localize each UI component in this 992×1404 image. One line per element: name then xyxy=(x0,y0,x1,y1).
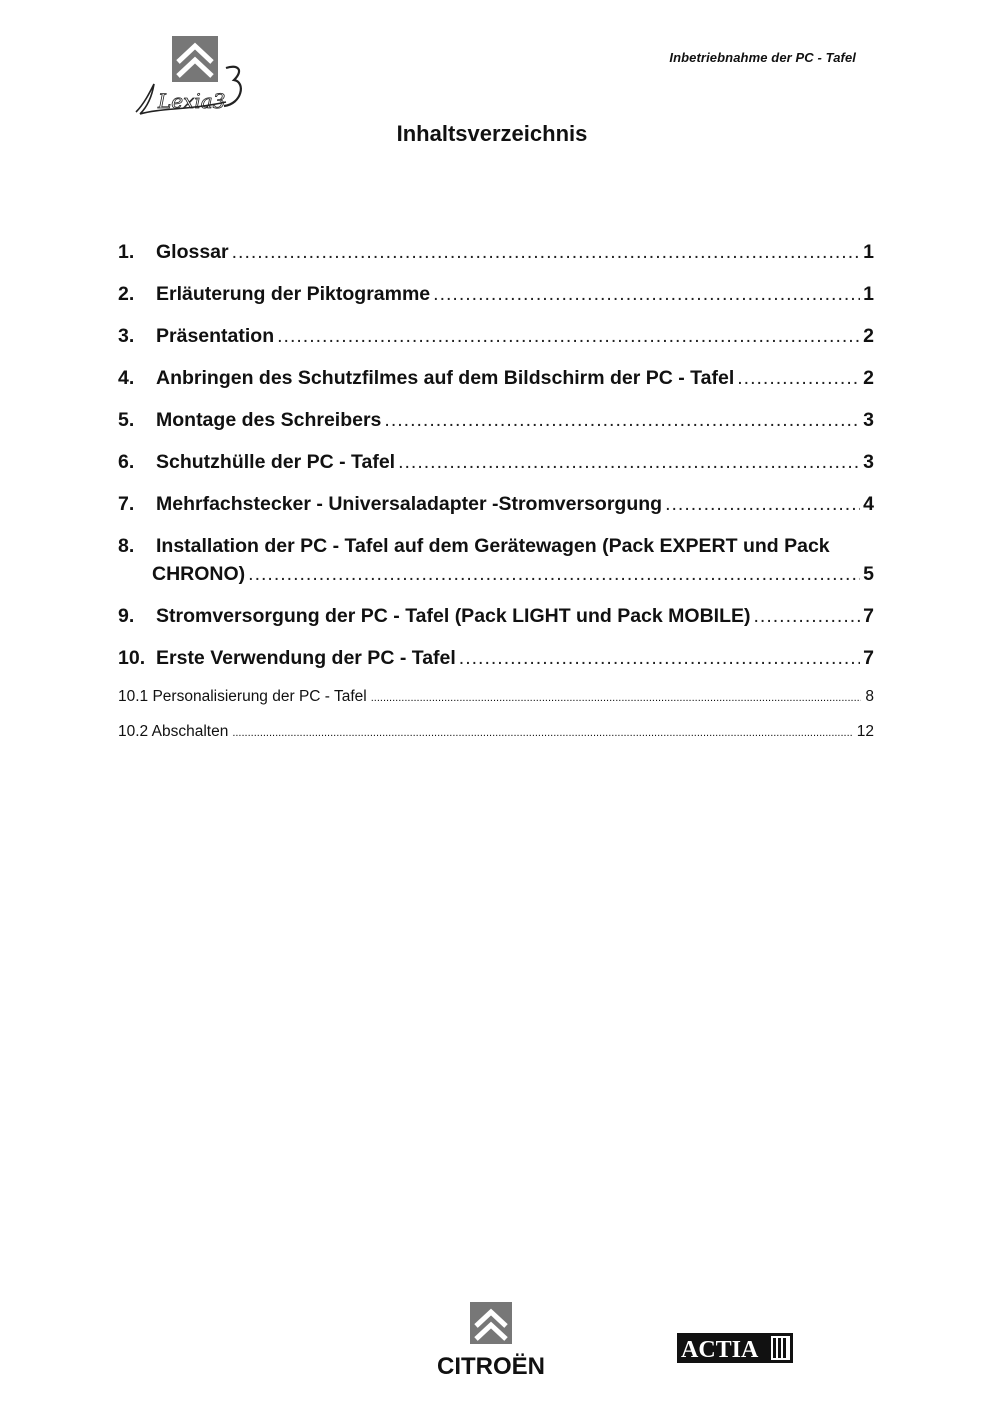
toc-label-line2: CHRONO) xyxy=(152,563,246,585)
toc-page-number: 3 xyxy=(863,451,874,473)
toc-subentry-10-2[interactable] xyxy=(118,721,874,744)
actia-logo xyxy=(677,1333,793,1363)
toc-label-line1: Installation der PC - Tafel auf dem Gerätewagen (Pack EXPERT und Pack xyxy=(156,535,830,557)
toc-page-number: 12 xyxy=(856,723,874,740)
toc-entry-4[interactable] xyxy=(118,364,874,392)
toc-page-number: 2 xyxy=(863,367,874,389)
toc-number: 9. xyxy=(118,605,135,627)
dot-leader xyxy=(753,602,860,630)
toc-entry-9[interactable] xyxy=(118,602,874,630)
lexia3-logo xyxy=(130,34,248,118)
dot-leader xyxy=(459,644,860,672)
toc-page-number: 7 xyxy=(863,647,874,669)
toc-number: 4. xyxy=(118,367,135,389)
dot-leader xyxy=(433,280,860,308)
toc-number: 6. xyxy=(118,451,135,473)
toc-number: 10. xyxy=(118,647,146,669)
svg-text:ACTIA: ACTIA xyxy=(681,1337,759,1363)
toc-page-number: 1 xyxy=(863,283,874,305)
toc-entry-8[interactable] xyxy=(118,532,874,588)
toc-entry-1[interactable] xyxy=(118,238,874,266)
toc-page-number: 1 xyxy=(863,241,874,263)
dot-leader xyxy=(277,322,860,350)
svg-text:Lexia3: Lexia3 xyxy=(158,89,226,113)
dot-leader xyxy=(248,560,860,588)
toc-entry-5[interactable] xyxy=(118,406,874,434)
toc-page-number: 2 xyxy=(863,325,874,347)
toc-sub-label: 10.1 Personalisierung der PC - Tafel xyxy=(118,688,367,705)
toc-sub-label: 10.2 Abschalten xyxy=(118,723,229,740)
toc-entry-3[interactable] xyxy=(118,322,874,350)
toc-label: Präsentation xyxy=(156,325,275,347)
toc-entry-10[interactable] xyxy=(118,644,874,672)
toc-subentry-10-1[interactable] xyxy=(118,686,874,709)
toc-label: Montage des Schreibers xyxy=(156,409,382,431)
toc-page-number: 8 xyxy=(865,688,874,705)
toc-entry-2[interactable] xyxy=(118,280,874,308)
svg-text:CITROËN: CITROËN xyxy=(437,1353,545,1380)
toc-entry-6[interactable] xyxy=(118,448,874,476)
toc-label: Erste Verwendung der PC - Tafel xyxy=(156,647,456,669)
toc-number: 8. xyxy=(118,535,135,557)
toc-number: 3. xyxy=(118,325,135,347)
toc-page-number: 7 xyxy=(863,605,874,627)
toc-number: 7. xyxy=(118,493,135,515)
dot-leader xyxy=(232,722,852,744)
toc-number: 2. xyxy=(118,283,135,305)
dot-leader xyxy=(232,238,861,266)
dot-leader xyxy=(371,687,862,709)
toc-label: Anbringen des Schutzfilmes auf dem Bildschirm der PC - Tafel xyxy=(156,367,735,389)
running-header: Inbetriebnahme der PC - Tafel xyxy=(669,50,856,65)
toc-number: 1. xyxy=(118,241,135,263)
toc-label: Mehrfachstecker - Universaladapter -Stromversorgung xyxy=(156,493,663,515)
toc-page-number: 5 xyxy=(863,563,874,585)
toc-label: Schutzhülle der PC - Tafel xyxy=(156,451,396,473)
toc-number: 5. xyxy=(118,409,135,431)
table-of-contents xyxy=(118,238,874,756)
dot-leader xyxy=(737,364,860,392)
toc-page-number: 4 xyxy=(863,493,874,515)
dot-leader xyxy=(665,490,860,518)
toc-label: Glossar xyxy=(156,241,229,263)
toc-entry-7[interactable] xyxy=(118,490,874,518)
dot-leader xyxy=(384,406,860,434)
dot-leader xyxy=(398,448,860,476)
citroen-logo xyxy=(428,1302,554,1380)
toc-page-number: 3 xyxy=(863,409,874,431)
toc-label: Erläuterung der Piktogramme xyxy=(156,283,431,305)
page-title: Inhaltsverzeichnis xyxy=(396,121,588,146)
toc-label: Stromversorgung der PC - Tafel (Pack LIGHT und Pack MOBILE) xyxy=(156,605,751,627)
